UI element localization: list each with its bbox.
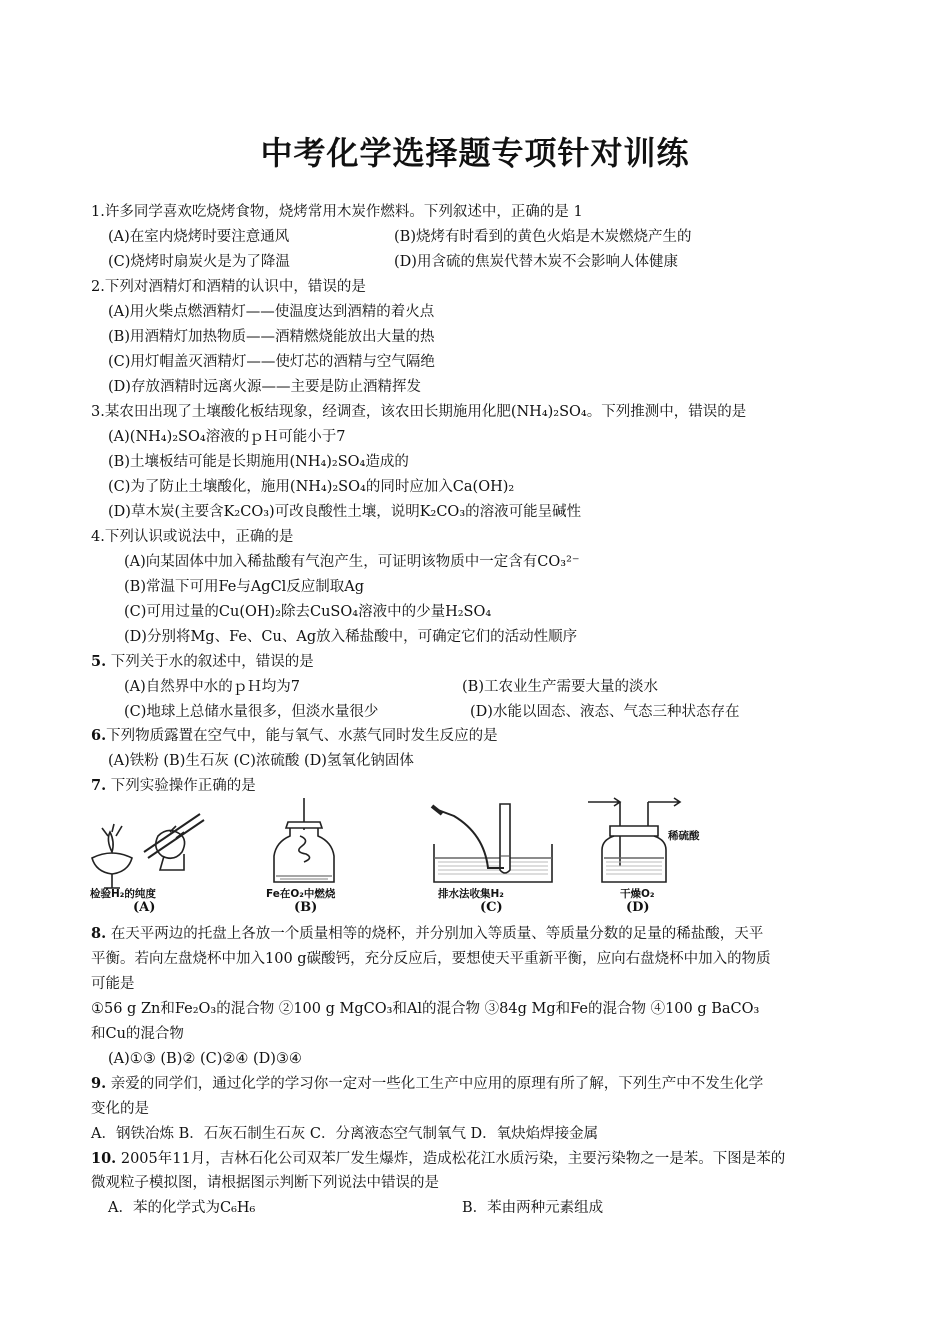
- question-text: 可能是: [91, 976, 135, 992]
- question-text: 下列物质露置在空气中，能与氧气、水蒸气同时发生反应的是: [106, 728, 498, 744]
- question-text: (C)地球上总储水量很多，但淡水量很少: [124, 704, 379, 720]
- question-line-q3c: [108, 478, 514, 496]
- figure-b-drawing: [266, 796, 346, 896]
- question-text: 4.下列认识或说法中，正确的是: [91, 529, 294, 545]
- question-text: A．苯的化学式为C₆H₆: [108, 1200, 256, 1216]
- figure-a-drawing: [88, 796, 228, 896]
- question-line-q3: [91, 403, 746, 421]
- question-line-q5a: [124, 678, 300, 696]
- question-line-q2b: [108, 328, 434, 346]
- question-text: 在天平两边的托盘上各放一个质量相等的烧杯，并分别加入等质量、等质量分数的足量的稀盐酸，天平: [106, 926, 764, 942]
- question-text: 1.许多同学喜欢吃烧烤食物，烧烤常用木炭作燃料。下列叙述中，正确的是 1: [91, 204, 583, 220]
- question-text: (B)工农业生产需要大量的淡水: [462, 679, 658, 695]
- question-text: (C)为了防止土壤酸化，施用(NH₄)₂SO₄的同时应加入Ca(OH)₂: [108, 479, 515, 495]
- figure-a-caption: 检验H₂的纯度: [90, 888, 156, 900]
- question-line-q8opt: [108, 1050, 302, 1068]
- figure-b-caption: Fe在O₂中燃烧: [266, 888, 336, 900]
- figure-d-letter: (D): [626, 900, 650, 915]
- question-line-q9opt: [91, 1125, 598, 1143]
- figure-d-drawing: [586, 796, 696, 896]
- question-text: 亲爱的同学们，通过化学的学习你一定对一些化工生产中应用的原理有所了解，下列生产中不发生化学: [106, 1076, 764, 1092]
- question-text: B．苯由两种元素组成: [462, 1200, 604, 1216]
- question-line-q9l2: [91, 1100, 149, 1118]
- question-text: 3.某农田出现了土壤酸化板结现象，经调查，该农田长期施用化肥(NH₄)₂SO₄。下列推测中，错误的是: [91, 404, 747, 420]
- question-text: 下列实验操作正确的是: [106, 778, 256, 794]
- question-line-q8l1: [91, 925, 763, 943]
- figure-c-caption: 排水法收集H₂: [438, 888, 504, 900]
- question-line-q1c: [108, 253, 290, 271]
- figure-c-letter: (C): [480, 900, 503, 915]
- figure-b-letter: (B): [294, 900, 318, 915]
- question-line-q1b: [394, 228, 691, 246]
- question-line-q8l4: [91, 1000, 759, 1018]
- question-text: 和Cu的混合物: [91, 1026, 184, 1042]
- question-text: (B)常温下可用Fe与AgCl反应制取Ag: [124, 579, 365, 595]
- question-line-q4a: [124, 553, 580, 571]
- question-number: 7.: [91, 777, 107, 794]
- question-text: 2005年11月，吉林石化公司双苯厂发生爆炸，造成松花江水质污染，主要污染物之一是苯。下图是苯的: [116, 1151, 786, 1167]
- question-line-q10l2: [91, 1174, 439, 1192]
- question-text: (D)存放酒精时远离火源——主要是防止酒精挥发: [108, 379, 421, 395]
- question-number: 6.: [91, 727, 107, 744]
- question-line-q10a: [108, 1199, 255, 1217]
- question-line-q9l1: [91, 1075, 763, 1093]
- question-line-q8l5: [91, 1025, 184, 1043]
- question-line-q4b: [124, 578, 364, 596]
- question-line-q8l3: [91, 975, 135, 993]
- question-line-q2c: [108, 353, 435, 371]
- question-text: (A)在室内烧烤时要注意通风: [108, 229, 290, 245]
- question-text: (A)自然界中水的ｐＨ均为7: [124, 679, 301, 695]
- question-text: (C)可用过量的Cu(OH)₂除去CuSO₄溶液中的少量H₂SO₄: [124, 604, 492, 620]
- question-line-q5b: [462, 678, 658, 696]
- question-text: (A)(NH₄)₂SO₄溶液的ｐＨ可能小于7: [108, 429, 346, 445]
- question-line-q10l1: [91, 1150, 785, 1168]
- question-text: (A)铁粉 (B)生石灰 (C)浓硫酸 (D)氢氧化钠固体: [108, 753, 414, 769]
- question-line-q2a: [108, 303, 434, 321]
- question-line-q2d: [108, 378, 421, 396]
- figure-a-letter: (A): [133, 900, 156, 915]
- question-line-q2: [91, 278, 366, 296]
- question-line-q4c: [124, 603, 491, 621]
- figure-d-label: 稀硫酸: [668, 830, 700, 842]
- question-number: 9.: [91, 1075, 107, 1092]
- question-text: 变化的是: [91, 1101, 149, 1117]
- question-text: (D)草木炭(主要含K₂CO₃)可改良酸性土壤，说明K₂CO₃的溶液可能呈碱性: [108, 504, 582, 520]
- question-text: (D)分别将Mg、Fe、Cu、Ag放入稀盐酸中，可确定它们的活动性顺序: [124, 629, 578, 645]
- question-text: (D)水能以固态、液态、气态三种状态存在: [470, 704, 740, 720]
- question-text: (D)用含硫的焦炭代替木炭不会影响人体健康: [394, 254, 678, 270]
- question-line-q3d: [108, 503, 581, 521]
- figure-c-drawing: [428, 796, 558, 896]
- question-text: (C)用灯帽盖灭酒精灯——使灯芯的酒精与空气隔绝: [108, 354, 435, 370]
- question-line-q5: [91, 653, 314, 671]
- question-line-q10b: [462, 1199, 603, 1217]
- question-text: 2.下列对酒精灯和酒精的认识中，错误的是: [91, 279, 366, 295]
- question-line-q5c: [124, 703, 378, 721]
- question-text: (A)①③ (B)② (C)②④ (D)③④: [108, 1051, 302, 1067]
- page-title: 中考化学选择题专项针对训练: [260, 134, 690, 172]
- question-line-q6opt: [108, 752, 414, 770]
- question-line-q5d: [470, 703, 739, 721]
- question-text: (A)向某固体中加入稀盐酸有气泡产生，可证明该物质中一定含有CO₃²⁻: [124, 554, 580, 570]
- question-number: 8.: [91, 925, 107, 942]
- question-text: A．钢铁冶炼 B．石灰石制生石灰 C．分离液态空气制氧气 D．氧炔焰焊接金属: [91, 1126, 599, 1142]
- question-text: 平衡。若向左盘烧杯中加入100 g碳酸钙，充分反应后，要想使天平重新平衡，应向右盘烧杯中加入的物质: [91, 951, 771, 967]
- question-line-q3a: [108, 428, 345, 446]
- question-text: (B)烧烤有时看到的黄色火焰是木炭燃烧产生的: [394, 229, 692, 245]
- question-line-q8l2: [91, 950, 771, 968]
- question-line-q3b: [108, 453, 409, 471]
- question-line-q6: [91, 727, 498, 745]
- question-line-q1d: [394, 253, 678, 271]
- question-number: 5.: [91, 653, 107, 670]
- question-text: 微观粒子模拟图，请根据图示判断下列说法中错误的是: [91, 1175, 439, 1191]
- question-text: (A)用火柴点燃酒精灯——使温度达到酒精的着火点: [108, 304, 435, 320]
- question-line-q4d: [124, 628, 577, 646]
- question-text: (B)用酒精灯加热物质——酒精燃烧能放出大量的热: [108, 329, 435, 345]
- question-text: (C)烧烤时扇炭火是为了降温: [108, 254, 290, 270]
- question-line-q1: [91, 203, 583, 221]
- question-text: (B)土壤板结可能是长期施用(NH₄)₂SO₄造成的: [108, 454, 409, 470]
- experiment-figures: [88, 796, 700, 918]
- question-line-q7: [91, 777, 256, 795]
- question-line-q4: [91, 528, 293, 546]
- question-number: 10.: [91, 1150, 117, 1167]
- question-line-q1a: [108, 228, 289, 246]
- figure-d-caption: 干燥O₂: [620, 888, 655, 900]
- question-text: 下列关于水的叙述中，错误的是: [106, 654, 314, 670]
- question-text: ①56 g Zn和Fe₂O₃的混合物 ②100 g MgCO₃和Al的混合物 ③84g Mg和Fe的混合物 ④100 g BaCO₃: [91, 1001, 760, 1017]
